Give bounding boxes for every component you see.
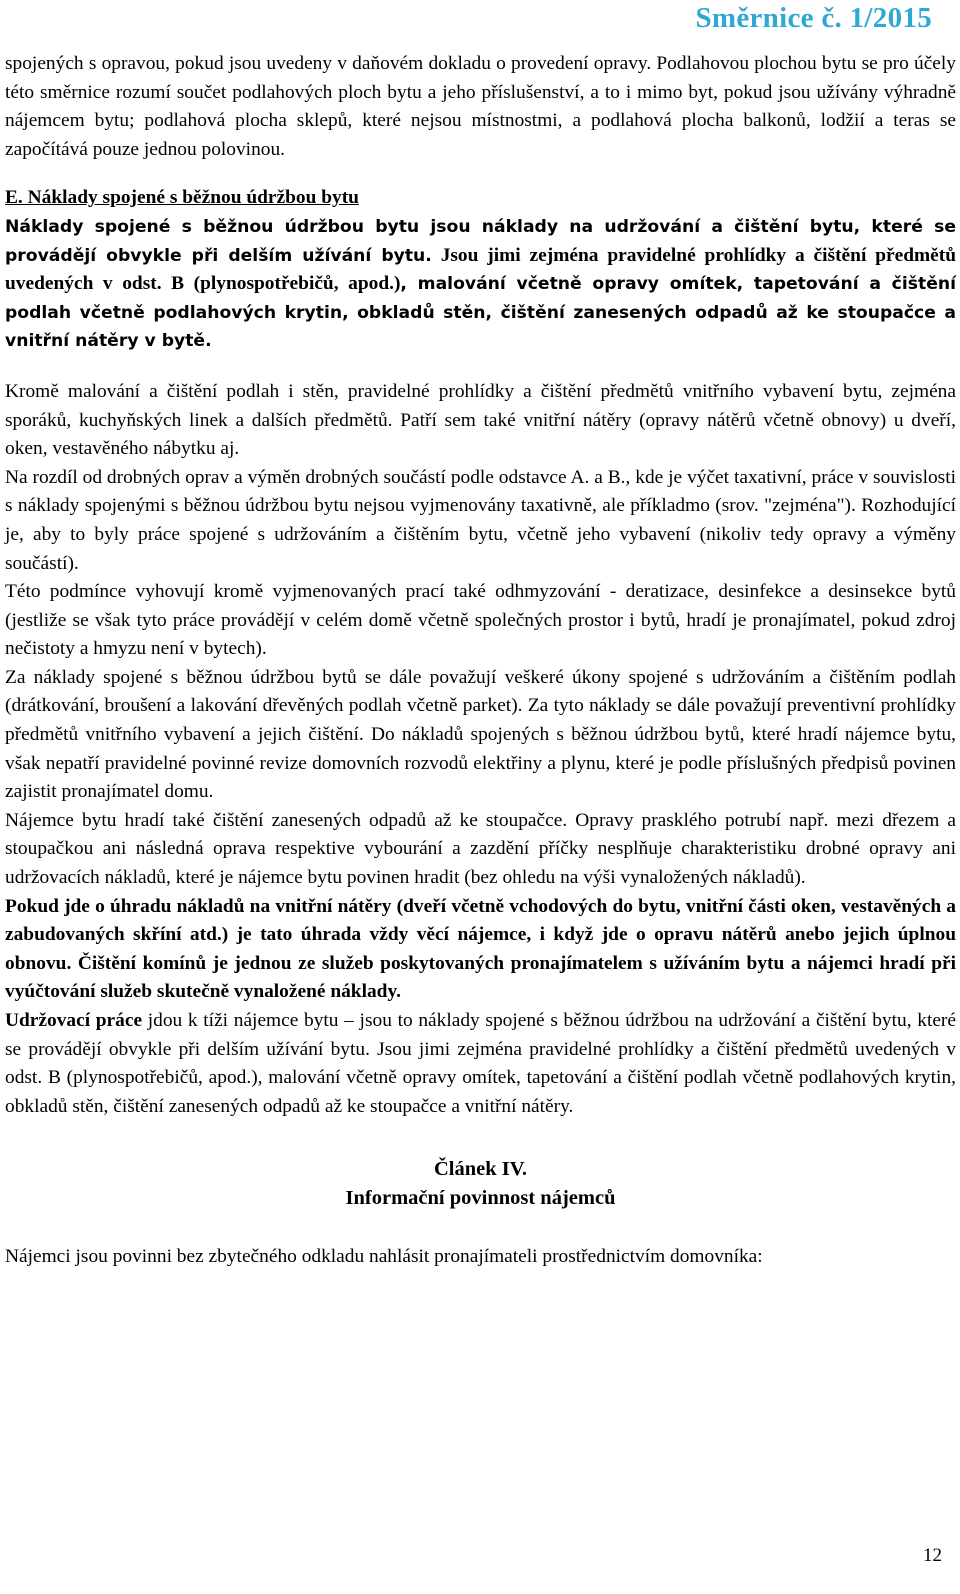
paragraph-reporting-duty: Nájemci jsou povinni bez zbytečného odkladu nahlásit pronajímateli prostřednictvím domovníka: [5, 1246, 763, 1268]
section-e-heading [5, 184, 956, 213]
section-e-heading-text: E. Náklady spojené s běžnou údržbou bytu [5, 187, 359, 209]
maintenance-text: jdou k tíži nájemce bytu – jsou to náklady spojené s běžnou údržbou na udržování a čištění bytu, které se provádějí obvykle při delším užívání bytu. Jsou jimi zejména pravidelné prohlídky a čištění předmětů uvedených v odst. B (plynospotřebičů, apod.), malování včetně opravy omítek, tapetování a čištění podlah včetně podlahových krytin, obkladů stěn, čištění zanesených odpadů až ke stoupačce a vnitřní nátěry. [5, 1010, 956, 1117]
paragraph-pest-control: Této podmínce vyhovují kromě vyjmenovaných prací také odhmyzování - deratizace, desinfekce a desinsekce bytů (jestliže se však tyto práce provádějí v celém domě včetně společných prostor i bytů, hradí je pronajímatel, pokud zdroj nečistoty a hmyzu není v bytech). [5, 581, 956, 660]
section-e-serif-text: Jsou jimi zejména pravidelné prohlídky a čištění předmětů uvedených v odst. B (plynospotřebičů, apod.) [5, 244, 956, 295]
paragraph-drain-cleaning: Nájemce bytu hradí také čištění zanesených odpadů až ke stoupačce. Opravy prasklého potrubí např. mezi dřezem a stoupačkou ani následná oprava respektive vybourání a zazdění příčky nesplňuje charakteristiku drobné opravy ani udržovacích nákladů, které je nájemce bytu povinen hradit (bez ohledu na výši vynaložených nákladů). [5, 809, 956, 889]
section-e-body [5, 213, 956, 356]
paragraph-interior-coatings: Pokud jde o úhradu nákladů na vnitřní nátěry (dveří včetně vchodových do bytu, vnitřní části oken, vestavěných a zabudovaných skříní atd.) je tato úhrada vždy věcí nájemce, i když jde o opravu nátěrů anebo jejich úplnou obnovu. Čištění komínů je jednou ze služeb poskytovaných pronajímatelem s užíváním bytu a nájemci hradí při vyúčtování služeb skutečně vynaložené náklady. [5, 895, 956, 1003]
paragraph-painting: Kromě malování a čištění podlah i stěn, pravidelné prohlídky a čištění předmětů vnitřního vybavení bytu, zejména sporáků, kuchyňských linek a dalších předmětů. Patří sem také vnitřní nátěry (opravy nátěrů včetně obnovy) u dveří, oken, vestavěného nábytku aj. [5, 380, 956, 460]
section-e-sans-tail: , malování včetně opravy omítek, tapetování a čištění podlah včetně podlahových krytin, obkladů stěn, čištění zanesených odpadů až ke stoupačce a vnitřní nátěry v bytě. [5, 274, 956, 352]
section-e-sans-text: Náklady spojené s běžnou údržbou bytu jsou náklady na udržování a čištění bytu, které se provádějí obvykle při delším užívání bytu. [5, 216, 956, 266]
paragraph-floor-maintenance: Za náklady spojené s běžnou údržbou bytů se dále považují veškeré úkony spojené s udržováním a čištěním podlah (drátkování, broušení a lakování dřevěných podlah včetně parket). Za tyto náklady se dále považují preventivní prohlídky předmětů vnitřního vybavení a jejich čištění. Do nákladů spojených s běžnou údržbou bytů, které hradí nájemce bytu, však nepatří pravidelné povinné revize domovních rozvodů elektřiny a plynu, které je podle příslušných předpisů povinen zajistit pronajímatel domu. [5, 666, 956, 803]
article-title: Informační povinnost nájemců [345, 1187, 616, 1210]
paragraph-unlike-repairs: Na rozdíl od drobných oprav a výměn drobných součástí podle odstavce A. a B., kde je výčet taxativní, práce v souvislosti s náklady spojenými s běžnou údržbou bytu nejsou vyjmenovány taxativně, ale příkladmo (srov. "zejména"). Rozhodující je, aby to byly práce spojené s udržováním a čištěním bytu, včetně jeho vybavení (nikoliv tedy opravy a výměny součástí). [5, 466, 956, 574]
document-header-title: Směrnice č. 1/2015 [695, 2, 932, 34]
paragraph-floor-area: spojených s opravou, pokud jsou uvedeny v daňovém dokladu o provedení opravy. Podlahovou plochou bytu se pro účely této směrnice rozumí součet podlahových ploch bytu a jeho příslušenství, a to i mimo byt, pokud jsou užívány výhradně nájemcem bytu; podlahová plocha sklepů, které nejsou místnostmi, a podlahová plocha balkonů, lodžií a teras se započítává pouze jednou polovinou. [5, 53, 956, 160]
paragraph-maintenance-work [5, 1007, 956, 1121]
maintenance-lead: Udržovací práce [5, 1010, 143, 1031]
article-number: Článek IV. [433, 1158, 528, 1181]
page-number: 12 [923, 1545, 942, 1566]
document-body [5, 50, 956, 1272]
article-heading [5, 1155, 956, 1213]
